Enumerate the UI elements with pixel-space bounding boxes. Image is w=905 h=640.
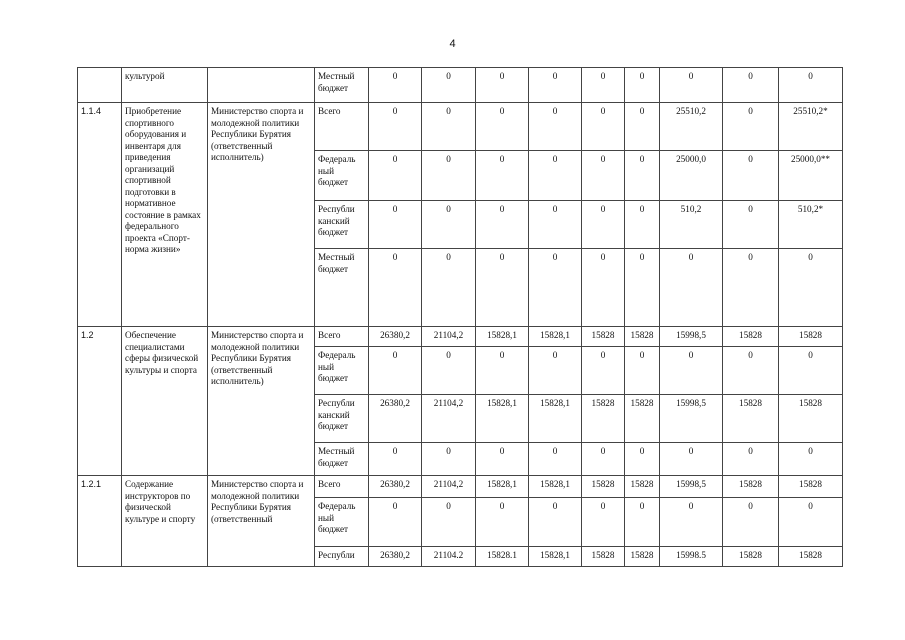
- funding-source-cell: Местный бюджет: [315, 68, 369, 103]
- funding-source-cell: Республи канский бюджет: [315, 395, 369, 443]
- table-body: [78, 68, 843, 567]
- row-code-cell: 1.1.4: [78, 103, 122, 327]
- value-cell: 0: [779, 498, 843, 547]
- value-cell: 0: [779, 347, 843, 395]
- value-cell: 0: [723, 498, 779, 547]
- row-executor-cell: Министерство спорта и молодежной политики Республики Бурятия (ответственный: [208, 476, 315, 567]
- value-cell: 15828,1: [529, 395, 582, 443]
- funding-source-cell: Местный бюджет: [315, 249, 369, 327]
- value-cell: 510,2*: [779, 201, 843, 249]
- row-code-cell: 1.2.1: [78, 476, 122, 567]
- funding-source-cell: Местный бюджет: [315, 443, 369, 476]
- value-cell: 0: [723, 201, 779, 249]
- table-row: [78, 476, 843, 498]
- value-cell: 0: [660, 498, 723, 547]
- funding-source-cell: Всего: [315, 476, 369, 498]
- value-cell: 0: [625, 249, 660, 327]
- value-cell: 0: [625, 347, 660, 395]
- value-cell: 0: [723, 68, 779, 103]
- value-cell: 0: [422, 151, 476, 201]
- value-cell: 0: [625, 498, 660, 547]
- row-executor-cell: [208, 68, 315, 103]
- value-cell: 15828: [625, 395, 660, 443]
- value-cell: 0: [369, 498, 422, 547]
- value-cell: 0: [723, 151, 779, 201]
- value-cell: 0: [529, 151, 582, 201]
- value-cell: 0: [582, 347, 625, 395]
- value-cell: 15828: [625, 327, 660, 347]
- value-cell: 25510,2*: [779, 103, 843, 151]
- budget-table: [77, 67, 843, 567]
- value-cell: 0: [723, 347, 779, 395]
- value-cell: 0: [582, 443, 625, 476]
- value-cell: 15828,1: [529, 476, 582, 498]
- value-cell: 0: [723, 103, 779, 151]
- value-cell: 15828,1: [476, 327, 529, 347]
- value-cell: 0: [369, 68, 422, 103]
- value-cell: 15828: [582, 547, 625, 567]
- value-cell: 0: [582, 249, 625, 327]
- row-title-cell: Обеспечение специалистами сферы физической культуры и спорта: [122, 327, 208, 476]
- value-cell: 21104,2: [422, 395, 476, 443]
- value-cell: 15828: [723, 327, 779, 347]
- value-cell: 0: [422, 249, 476, 327]
- value-cell: 0: [476, 151, 529, 201]
- value-cell: 0: [476, 443, 529, 476]
- value-cell: 15828.1: [476, 547, 529, 567]
- funding-source-cell: Республи: [315, 547, 369, 567]
- value-cell: 0: [422, 68, 476, 103]
- value-cell: 15998,5: [660, 395, 723, 443]
- value-cell: 15828,1: [529, 547, 582, 567]
- funding-source-cell: Республи канский бюджет: [315, 201, 369, 249]
- value-cell: 21104,2: [422, 327, 476, 347]
- value-cell: 0: [369, 443, 422, 476]
- value-cell: 15998,5: [660, 476, 723, 498]
- value-cell: 25510,2: [660, 103, 723, 151]
- value-cell: 0: [476, 347, 529, 395]
- value-cell: 15828: [625, 476, 660, 498]
- value-cell: 0: [625, 201, 660, 249]
- value-cell: 0: [529, 249, 582, 327]
- page-number: 4: [449, 38, 456, 50]
- funding-source-cell: Федераль ный бюджет: [315, 347, 369, 395]
- value-cell: 15828: [779, 395, 843, 443]
- value-cell: 0: [422, 498, 476, 547]
- value-cell: 25000,0**: [779, 151, 843, 201]
- value-cell: 0: [422, 103, 476, 151]
- value-cell: 0: [625, 68, 660, 103]
- funding-source-cell: Всего: [315, 327, 369, 347]
- row-code-cell: 1.2: [78, 327, 122, 476]
- value-cell: 0: [723, 443, 779, 476]
- value-cell: 0: [660, 249, 723, 327]
- value-cell: 0: [529, 498, 582, 547]
- table-row: [78, 327, 843, 347]
- value-cell: 15828,1: [476, 395, 529, 443]
- row-executor-cell: Министерство спорта и молодежной политики Республики Бурятия (ответственный исполнитель): [208, 103, 315, 327]
- value-cell: 15828: [779, 476, 843, 498]
- table-row: [78, 103, 843, 151]
- value-cell: 0: [660, 68, 723, 103]
- value-cell: 15828: [582, 327, 625, 347]
- value-cell: 0: [582, 201, 625, 249]
- funding-source-cell: Всего: [315, 103, 369, 151]
- value-cell: 26380,2: [369, 476, 422, 498]
- value-cell: 0: [369, 347, 422, 395]
- value-cell: 15828,1: [529, 327, 582, 347]
- value-cell: 0: [779, 68, 843, 103]
- value-cell: 0: [625, 151, 660, 201]
- value-cell: 0: [660, 443, 723, 476]
- value-cell: 21104.2: [422, 547, 476, 567]
- value-cell: 0: [625, 103, 660, 151]
- value-cell: 0: [779, 249, 843, 327]
- row-title-cell: Приобретение спортивного оборудования и инвентаря для приведения организаций спортивной подготовки в нормативное состояние в рамках федерального проекта «Спорт-норма жизни»: [122, 103, 208, 327]
- value-cell: 15828: [723, 547, 779, 567]
- value-cell: 0: [422, 443, 476, 476]
- value-cell: 0: [529, 347, 582, 395]
- value-cell: 15828: [582, 395, 625, 443]
- value-cell: 15828: [723, 395, 779, 443]
- value-cell: 510,2: [660, 201, 723, 249]
- value-cell: 0: [582, 498, 625, 547]
- value-cell: 0: [369, 151, 422, 201]
- value-cell: 0: [582, 151, 625, 201]
- value-cell: 15998.5: [660, 547, 723, 567]
- value-cell: 0: [582, 68, 625, 103]
- value-cell: 0: [369, 249, 422, 327]
- value-cell: 0: [422, 201, 476, 249]
- value-cell: 26380,2: [369, 327, 422, 347]
- value-cell: 0: [476, 498, 529, 547]
- value-cell: 15828: [779, 547, 843, 567]
- value-cell: 0: [625, 443, 660, 476]
- value-cell: 0: [369, 201, 422, 249]
- value-cell: 0: [529, 201, 582, 249]
- value-cell: 15828: [723, 476, 779, 498]
- value-cell: 0: [476, 201, 529, 249]
- value-cell: 15828: [582, 476, 625, 498]
- value-cell: 0: [476, 68, 529, 103]
- value-cell: 0: [422, 347, 476, 395]
- value-cell: 0: [476, 103, 529, 151]
- funding-source-cell: Федераль ный бюджет: [315, 151, 369, 201]
- value-cell: 0: [529, 103, 582, 151]
- row-title-cell: культурой: [122, 68, 208, 103]
- funding-source-cell: Федераль ный бюджет: [315, 498, 369, 547]
- row-executor-cell: Министерство спорта и молодежной политики Республики Бурятия (ответственный исполнитель): [208, 327, 315, 476]
- table-row: [78, 68, 843, 103]
- value-cell: 0: [529, 443, 582, 476]
- value-cell: 0: [582, 103, 625, 151]
- row-title-cell: Содержание инструкторов по физической культуре и спорту: [122, 476, 208, 567]
- value-cell: 0: [476, 249, 529, 327]
- value-cell: 15998,5: [660, 327, 723, 347]
- value-cell: 15828,1: [476, 476, 529, 498]
- value-cell: 0: [369, 103, 422, 151]
- value-cell: 0: [660, 347, 723, 395]
- value-cell: 15828: [779, 327, 843, 347]
- value-cell: 21104,2: [422, 476, 476, 498]
- value-cell: 0: [529, 68, 582, 103]
- value-cell: 26380,2: [369, 395, 422, 443]
- value-cell: 0: [723, 249, 779, 327]
- row-code-cell: [78, 68, 122, 103]
- value-cell: 0: [779, 443, 843, 476]
- value-cell: 25000,0: [660, 151, 723, 201]
- value-cell: 26380,2: [369, 547, 422, 567]
- value-cell: 15828: [625, 547, 660, 567]
